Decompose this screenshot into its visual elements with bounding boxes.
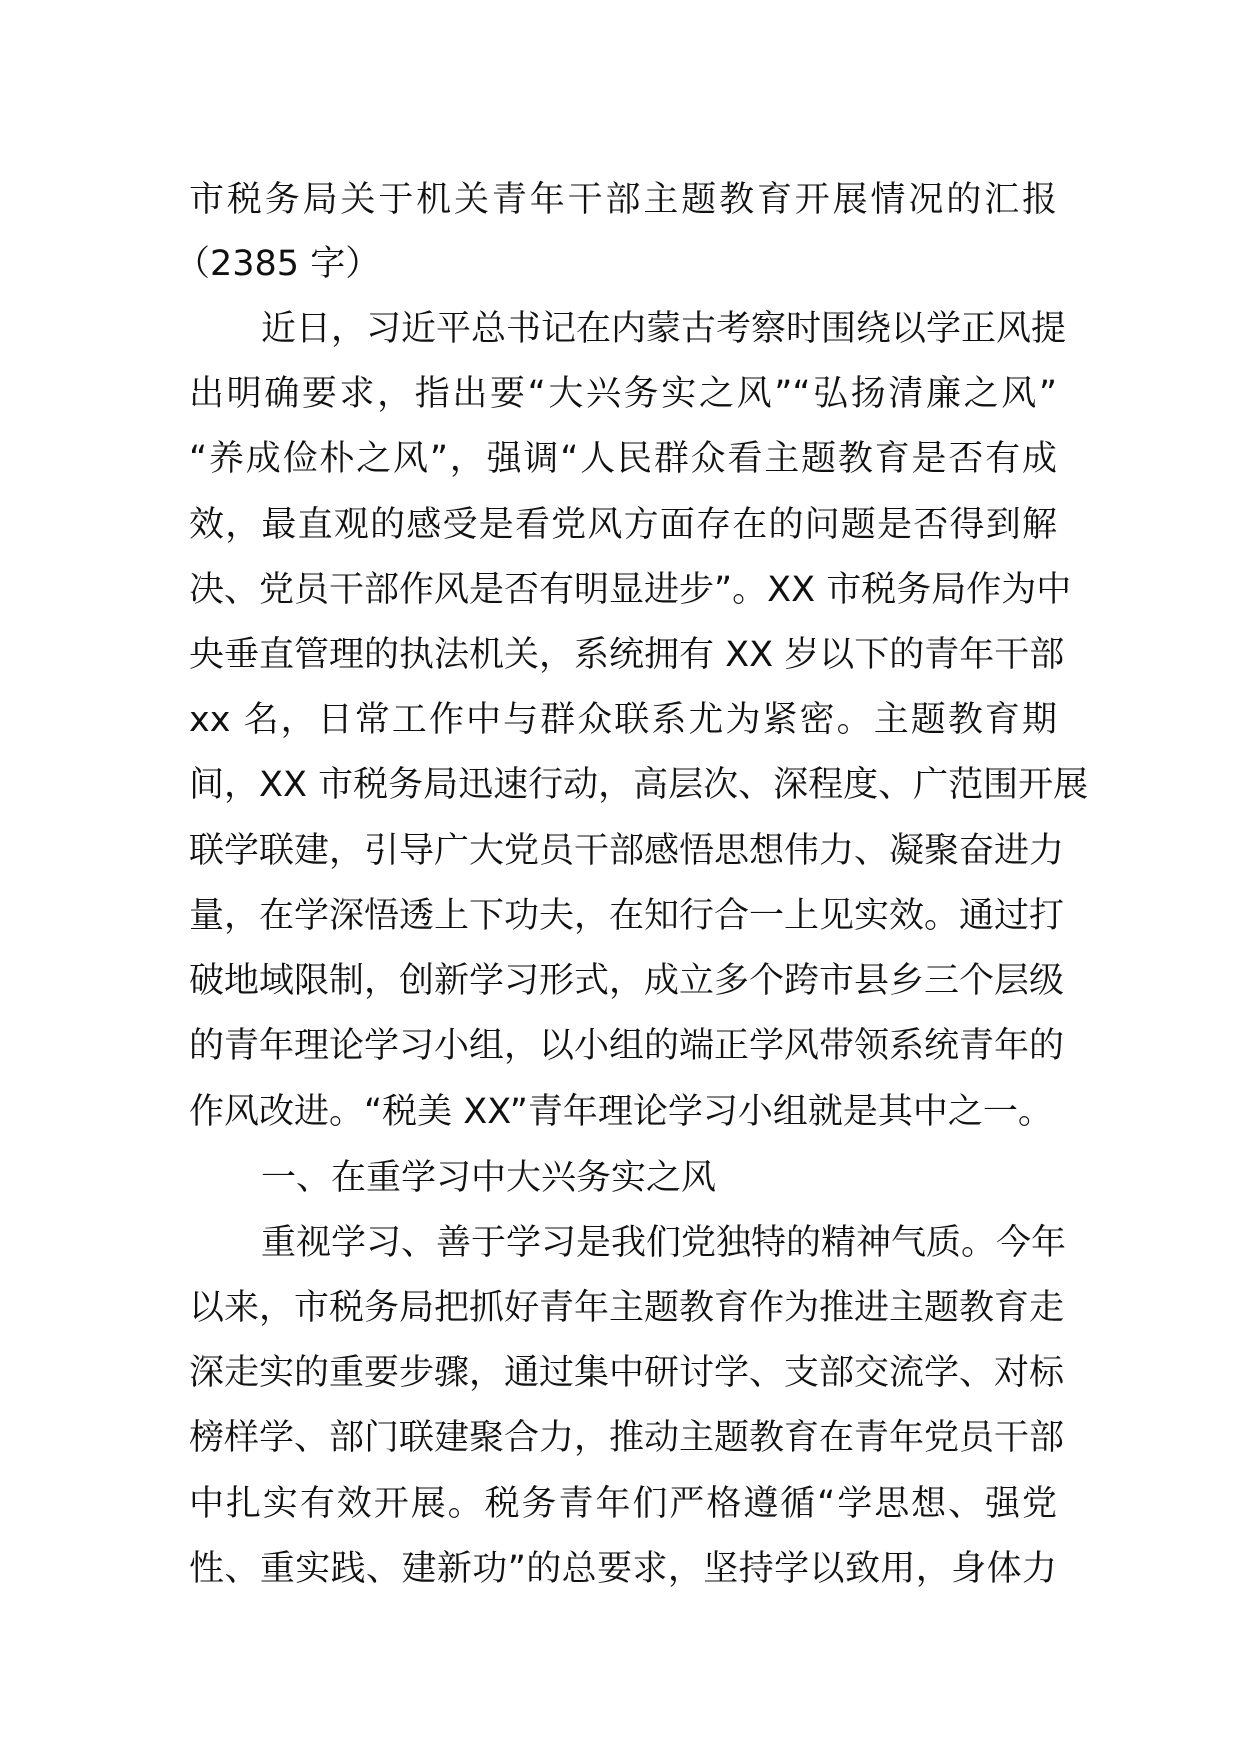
paragraph-line: 联学联建，引导广大党员干部感悟思想伟力、凝聚奋进力 [189,831,1065,871]
paragraph-line: 出明确要求，指出要“大兴务实之风”“弘扬清廉之风” [189,374,1057,414]
paragraph-line: 以来，市税务局把抓好青年主题教育作为推进主题教育走 [189,1288,1065,1328]
paragraph-line: 量，在学深悟透上下功夫，在知行合一上见实效。通过打 [189,896,1065,936]
section-heading: 一、在重学习中大兴务实之风 [261,1158,717,1198]
paragraph-line: 效，最直观的感受是看党风方面存在的问题是否得到解 [189,505,1057,545]
paragraph-line: 央垂直管理的执法机关，系统拥有 XX 岁以下的青年干部 [189,635,1065,675]
paragraph-line: 重视学习、善于学习是我们党独特的精神气质。今年 [261,1223,1067,1263]
paragraph-line: 深走实的重要步骤，通过集中研讨学、支部交流学、对标 [189,1353,1065,1393]
paragraph-line: 近日，习近平总书记在内蒙古考察时围绕以学正风提 [261,309,1067,349]
paragraph-line: 作风改进。“税美 XX”青年理论学习小组就是其中之一。 [189,1092,1053,1132]
paragraph-line: 的青年理论学习小组，以小组的端正学风带领系统青年的 [189,1026,1065,1066]
paragraph-line: 决、党员干部作风是否有明显进步”。XX 市税务局作为中 [189,570,1072,610]
document-title: 市税务局关于机关青年干部主题教育开展情况的汇报 [189,180,1057,220]
paragraph-line: 榜样学、部门联建聚合力，推动主题教育在青年党员干部 [189,1418,1065,1458]
paragraph-line: 性、重实践、建新功”的总要求，坚持学以致用，身体力 [189,1549,1057,1589]
word-count: （2385 字） [175,244,381,284]
paragraph-line: “养成俭朴之风”，强调“人民群众看主题教育是否有成 [189,439,1057,479]
paragraph-line: 破地域限制，创新学习形式，成立多个跨市县乡三个层级 [189,961,1065,1001]
paragraph-line: xx 名，日常工作中与群众联系尤为紧密。主题教育期 [189,700,1057,740]
paragraph-line: 间，XX 市税务局迅速行动，高层次、深程度、广范围开展 [189,765,1089,805]
paragraph-line: 中扎实有效开展。税务青年们严格遵循“学思想、强党 [189,1484,1057,1524]
